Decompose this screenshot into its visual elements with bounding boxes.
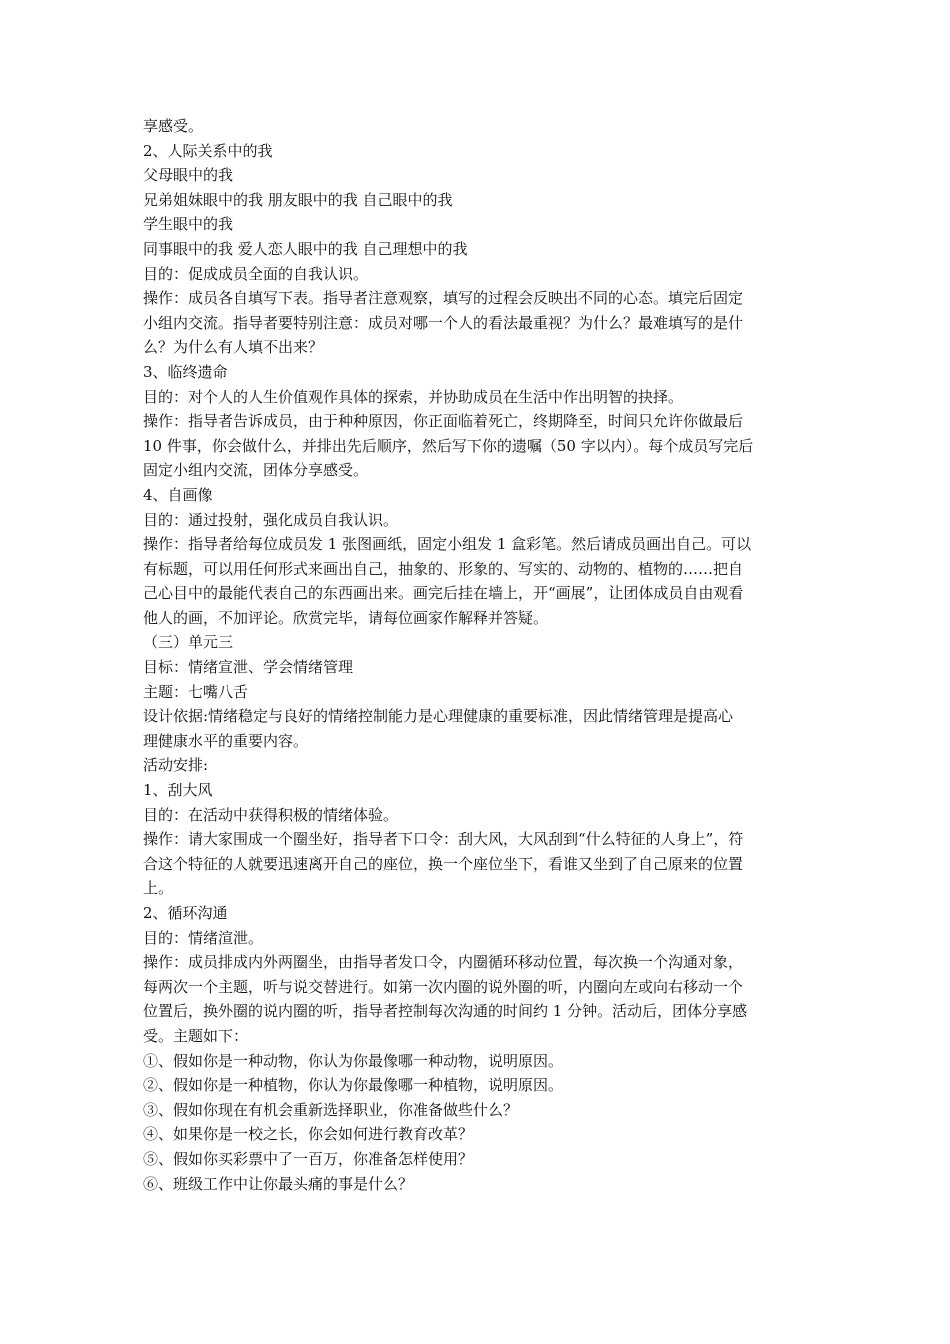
text-line: 父母眼中的我 — [143, 166, 234, 185]
unit-heading: （三）单元三 — [143, 633, 234, 652]
text-line: 目的：促成成员全面的自我认识。 — [143, 264, 369, 283]
text-line: 学生眼中的我 — [143, 215, 234, 234]
text-line: 目的：在活动中获得积极的情绪体验。 — [143, 805, 399, 824]
list-item: ④、如果你是一校之长，你会如何进行教育改革？ — [143, 1125, 474, 1144]
section-heading: 1、刮大风 — [143, 781, 213, 800]
section-heading: 2、人际关系中的我 — [143, 141, 273, 160]
text-line: 兄弟姐妹眼中的我 朋友眼中的我 自己眼中的我 — [143, 190, 453, 209]
list-item: ③、假如你现在有机会重新选择职业，你准备做些什么？ — [143, 1100, 519, 1119]
text-line: 设计依据:情绪稳定与良好的情绪控制能力是心理健康的重要标准，因此情绪管理是提高心 — [143, 707, 734, 726]
text-line: 固定小组内交流，团体分享感受。 — [143, 461, 369, 480]
text-line: 小组内交流。指导者要特别注意：成员对哪一个人的看法最重视？为什么？最难填写的是什 — [143, 313, 744, 332]
text-line: 活动安排: — [143, 756, 209, 775]
text-line: 操作：成员排成内外两圈坐，由指导者发口令，内圈循环移动位置，每次换一个沟通对象， — [143, 953, 744, 972]
text-line: 他人的画，不加评论。欣赏完毕，请每位画家作解释并答疑。 — [143, 608, 549, 627]
text-line: 操作：指导者告诉成员，由于种种原因，你正面临着死亡，终期降至，时间只允许你做最后 — [143, 412, 744, 431]
text-line: 受。主题如下： — [143, 1026, 249, 1045]
text-line: 享感受。 — [143, 117, 204, 135]
text-line: 有标题，可以用任何形式来画出自己，抽象的、形象的、写实的、动物的、植物的……把自 — [143, 559, 744, 578]
text-line: 么？为什么有人填不出来？ — [143, 338, 324, 357]
list-item: ②、假如你是一种植物，你认为你最像哪一种植物，说明原因。 — [143, 1076, 564, 1095]
list-item: ⑥、班级工作中让你最头痛的事是什么？ — [143, 1174, 414, 1193]
list-item: ①、假如你是一种动物，你认为你最像哪一种动物，说明原因。 — [143, 1051, 564, 1070]
text-line: 上。 — [143, 879, 174, 898]
text-line: 合这个特征的人就要迅速离开自己的座位，换一个座位坐下，看谁又坐到了自己原来的位置 — [143, 854, 744, 873]
text-line: 主题：七嘴八舌 — [143, 682, 249, 701]
list-item: ⑤、假如你买彩票中了一百万，你准备怎样使用？ — [143, 1149, 474, 1168]
text-line: 每两次一个主题，听与说交替进行。如第一次内圈的说外圈的听，内圈向左或向右移动一个 — [143, 977, 744, 996]
document-page — [143, 114, 811, 1196]
document-body — [143, 114, 811, 1196]
text-line: 目标：情绪宣泄、学会情绪管理 — [143, 658, 354, 677]
section-heading: 3、临终遗命 — [143, 362, 228, 381]
text-line: 目的：对个人的人生价值观作具体的探索，并协助成员在生活中作出明智的抉择。 — [143, 387, 684, 406]
text-line: 目的：通过投射，强化成员自我认识。 — [143, 510, 399, 529]
text-line: 位置后，换外圈的说内圈的听，指导者控制每次沟通的时间约 1 分钟。活动后，团体分享感 — [143, 1002, 748, 1021]
section-heading: 2、循环沟通 — [143, 904, 228, 922]
text-line: 同事眼中的我 爱人恋人眼中的我 自己理想中的我 — [143, 239, 468, 258]
text-line: 理健康水平的重要内容。 — [143, 731, 309, 750]
section-heading: 4、自画像 — [143, 485, 213, 504]
text-line: 操作：成员各自填写下表。指导者注意观察，填写的过程会反映出不同的心态。填完后固定 — [143, 289, 744, 308]
text-line: 操作：指导者给每位成员发 1 张图画纸，固定小组发 1 盒彩笔。然后请成员画出自己。可以 — [143, 535, 752, 554]
text-line: 10 件事，你会做什么，并排出先后顺序，然后写下你的遗嘱（50 字以内）。每个成员写完后 — [143, 436, 754, 455]
text-line: 操作：请大家围成一个圈坐好，指导者下口令：刮大风，大风刮到“什么特征的人身上”，符 — [143, 830, 744, 849]
text-line: 己心目中的最能代表自己的东西画出来。画完后挂在墙上，开“画展”，让团体成员自由观看 — [143, 584, 744, 603]
text-line: 目的：情绪渲泄。 — [143, 928, 264, 947]
